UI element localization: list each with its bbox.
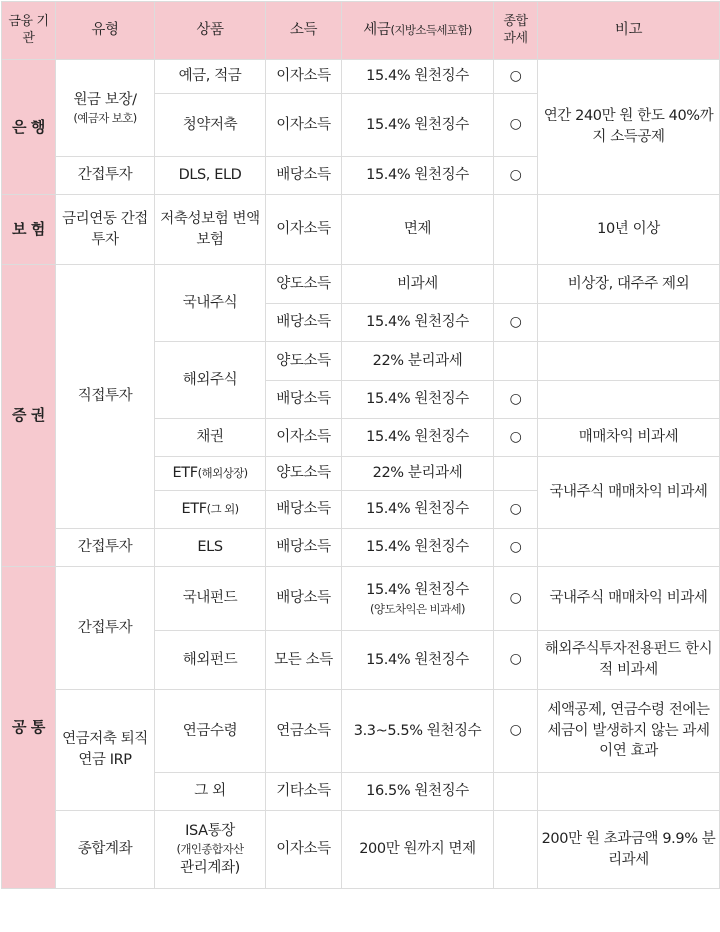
remark-cell bbox=[538, 529, 720, 567]
tax-note: (양도차익은 비과세) bbox=[370, 601, 465, 616]
institution-insurance: 보 험 bbox=[2, 195, 56, 265]
tax-cell: 200만 원까지 면제 bbox=[342, 811, 494, 889]
product-note: (개인종합자산 bbox=[176, 842, 244, 857]
remark-cell: 비상장, 대주주 제외 bbox=[538, 265, 720, 304]
income-cell: 이자소득 bbox=[266, 195, 342, 265]
type-cell: 간접투자 bbox=[56, 529, 155, 567]
income-cell: 배당소득 bbox=[266, 381, 342, 419]
tax-table bbox=[1, 1, 720, 889]
comprehensive-mark: ○ bbox=[494, 491, 538, 529]
type-cell: 간접투자 bbox=[56, 567, 155, 690]
income-cell: 기타소득 bbox=[266, 773, 342, 811]
remark-cell: 10년 이상 bbox=[538, 195, 720, 265]
income-cell: 양도소득 bbox=[266, 342, 342, 381]
type-cell: 종합계좌 bbox=[56, 811, 155, 889]
tax-cell: 면제 bbox=[342, 195, 494, 265]
income-cell: 이자소득 bbox=[266, 419, 342, 457]
tax-cell: 15.4% 원천징수 bbox=[342, 60, 494, 94]
tax-cell: 15.4% 원천징수 bbox=[342, 381, 494, 419]
table-row bbox=[2, 529, 720, 567]
comprehensive-mark: ○ bbox=[494, 304, 538, 342]
tax-cell: 15.4% 원천징수 bbox=[342, 94, 494, 157]
institution-bank: 은 행 bbox=[2, 60, 56, 195]
product-cell: 채권 bbox=[155, 419, 266, 457]
comprehensive-mark: ○ bbox=[494, 419, 538, 457]
tax-cell: 15.4% 원천징수 bbox=[342, 529, 494, 567]
product-note: (그 외) bbox=[206, 502, 239, 517]
income-cell: 모든 소득 bbox=[266, 631, 342, 690]
income-cell: 이자소득 bbox=[266, 94, 342, 157]
product-cell: 연금수령 bbox=[155, 690, 266, 773]
comprehensive-cell bbox=[494, 773, 538, 811]
header-tax-note: (지방소득세포함) bbox=[390, 23, 472, 38]
tax-label: 15.4% 원천징수 bbox=[366, 582, 469, 599]
product-cell: ELS bbox=[155, 529, 266, 567]
product-cell: 예금, 적금 bbox=[155, 60, 266, 94]
comprehensive-cell bbox=[494, 342, 538, 381]
income-cell: 양도소득 bbox=[266, 457, 342, 491]
comprehensive-mark: ○ bbox=[494, 60, 538, 94]
product-cell: 해외펀드 bbox=[155, 631, 266, 690]
remark-cell: 국내주식 매매차익 비과세 bbox=[538, 457, 720, 529]
remark-cell bbox=[538, 381, 720, 419]
tax-cell: 15.4% 원천징수 bbox=[342, 419, 494, 457]
remark-cell: 매매차익 비과세 bbox=[538, 419, 720, 457]
tax-cell: 15.4% 원천징수 bbox=[342, 304, 494, 342]
income-cell: 배당소득 bbox=[266, 529, 342, 567]
remark-cell bbox=[538, 773, 720, 811]
income-cell: 배당소득 bbox=[266, 491, 342, 529]
header-product: 상품 bbox=[155, 2, 266, 60]
comprehensive-mark: ○ bbox=[494, 381, 538, 419]
tax-cell: 15.4% 원천징수 bbox=[342, 631, 494, 690]
type-cell: 간접투자 bbox=[56, 157, 155, 195]
product-cell: 그 외 bbox=[155, 773, 266, 811]
product-cell bbox=[155, 457, 266, 491]
tax-cell: 22% 분리과세 bbox=[342, 457, 494, 491]
type-note: (예금자 보호) bbox=[73, 111, 137, 126]
remark-cell bbox=[538, 342, 720, 381]
income-cell: 배당소득 bbox=[266, 304, 342, 342]
comprehensive-cell bbox=[494, 457, 538, 491]
header-tax-main: 세금 bbox=[363, 22, 391, 39]
product-cell bbox=[155, 811, 266, 889]
header-tax bbox=[342, 2, 494, 60]
remark-cell: 200만 원 초과금액 9.9% 분리과세 bbox=[538, 811, 720, 889]
remark-cell: 국내주식 매매차익 비과세 bbox=[538, 567, 720, 631]
header-institution: 금융 기관 bbox=[2, 2, 56, 60]
product-note: (해외상장) bbox=[197, 466, 248, 481]
comprehensive-cell bbox=[494, 811, 538, 889]
comprehensive-mark: ○ bbox=[494, 157, 538, 195]
tax-cell: 16.5% 원천징수 bbox=[342, 773, 494, 811]
table-row bbox=[2, 195, 720, 265]
remark-cell: 연간 240만 원 한도 40%까지 소득공제 bbox=[538, 60, 720, 195]
type-label: 원금 보장/ bbox=[73, 91, 137, 108]
income-cell: 이자소득 bbox=[266, 60, 342, 94]
tax-cell: 비과세 bbox=[342, 265, 494, 304]
table-row bbox=[2, 60, 720, 94]
type-cell bbox=[56, 60, 155, 157]
header-row bbox=[2, 2, 720, 60]
comprehensive-cell bbox=[494, 265, 538, 304]
comprehensive-cell bbox=[494, 195, 538, 265]
table-row bbox=[2, 811, 720, 889]
product-cell: 청약저축 bbox=[155, 94, 266, 157]
tax-cell: 3.3~5.5% 원천징수 bbox=[342, 690, 494, 773]
header-type: 유형 bbox=[56, 2, 155, 60]
header-income: 소득 bbox=[266, 2, 342, 60]
income-cell: 양도소득 bbox=[266, 265, 342, 304]
comprehensive-mark: ○ bbox=[494, 690, 538, 773]
type-cell: 금리연동 간접투자 bbox=[56, 195, 155, 265]
tax-cell: 15.4% 원천징수 bbox=[342, 157, 494, 195]
product-cell: 해외주식 bbox=[155, 342, 266, 419]
header-remarks: 비고 bbox=[538, 2, 720, 60]
remark-cell bbox=[538, 304, 720, 342]
product-note-2: 관리계좌) bbox=[180, 859, 240, 876]
institution-securities: 증 권 bbox=[2, 265, 56, 567]
table-row bbox=[2, 567, 720, 631]
institution-common: 공 통 bbox=[2, 567, 56, 889]
remark-cell: 세액공제, 연금수령 전에는 세금이 발생하지 않는 과세이연 효과 bbox=[538, 690, 720, 773]
product-label: ISA통장 bbox=[185, 822, 235, 839]
type-cell: 연금저축 퇴직연금 IRP bbox=[56, 690, 155, 811]
comprehensive-mark: ○ bbox=[494, 567, 538, 631]
product-cell: 저축성보험 변액보험 bbox=[155, 195, 266, 265]
product-cell: DLS, ELD bbox=[155, 157, 266, 195]
table-row bbox=[2, 265, 720, 304]
tax-cell bbox=[342, 567, 494, 631]
product-cell bbox=[155, 491, 266, 529]
tax-cell: 22% 분리과세 bbox=[342, 342, 494, 381]
product-label: ETF bbox=[181, 501, 207, 518]
income-cell: 배당소득 bbox=[266, 157, 342, 195]
product-cell: 국내주식 bbox=[155, 265, 266, 342]
product-label: ETF bbox=[172, 465, 198, 482]
comprehensive-mark: ○ bbox=[494, 529, 538, 567]
income-cell: 이자소득 bbox=[266, 811, 342, 889]
remark-cell: 해외주식투자전용펀드 한시적 비과세 bbox=[538, 631, 720, 690]
comprehensive-mark: ○ bbox=[494, 631, 538, 690]
comprehensive-mark: ○ bbox=[494, 94, 538, 157]
tax-cell: 15.4% 원천징수 bbox=[342, 491, 494, 529]
table-row bbox=[2, 690, 720, 773]
type-cell: 직접투자 bbox=[56, 265, 155, 529]
product-cell: 국내펀드 bbox=[155, 567, 266, 631]
income-cell: 배당소득 bbox=[266, 567, 342, 631]
income-cell: 연금소득 bbox=[266, 690, 342, 773]
header-comprehensive: 종합 과세 bbox=[494, 2, 538, 60]
